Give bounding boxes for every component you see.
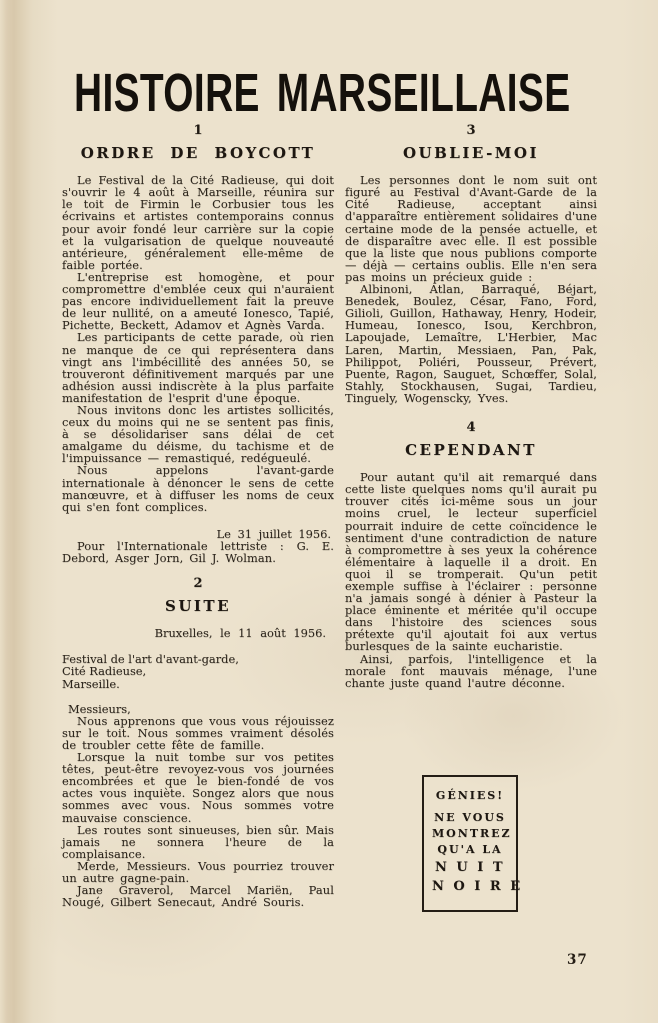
section-number: 4 [466,419,476,435]
letter-salutation: Messieurs, [68,701,131,716]
right-column [345,125,597,912]
section-number: 1 [193,123,203,138]
section-heading: CEPENDANT [405,441,537,460]
paragraph: Nous apprenons que vous vous réjouissez sur le toit. Nous sommes vraiment désolés de troubler cette fête de famille. [62,713,334,752]
signature-line: Pour l'Internationale lettriste : G. E. Debord, Asger Jorn, Gil J. Wolman. [62,538,334,565]
section-heading: ORDRE DE BOYCOTT [80,144,316,163]
section-suite [62,578,334,908]
paragraph: Pour autant qu'il ait remarqué dans cette liste quelques noms qu'il aurait pu trouver cités ici-même sous un jour moins cruel, le lecteur superficiel pourrait induire de cette coïncidence le sentiment d'une contradiction de nature à compromettre à ses yeux la cohérence élémentaire à laquelle il a droit. En quoi il se tromperait. Qu'un petit exemple suffise à l'éclairer : personne n'a jamais songé à dénier à Pasteur la place éminente et méritée qu'il occupe dans l'histoire des sciences sous prétexte qu'il ajoutait foi aux vertus burlesques de la sainte eucharistie. [345,470,597,654]
paragraph: Lorsque la nuit tombe sur vos petites têtes, peut-être revoyez-vous vos journées encombrées et que le bien-fondé de vos actes vous inquiète. Songez alors que nous sommes avec vous. Nous sommes votre mauvaise conscience. [62,750,334,825]
section-oublie-moi [345,125,597,404]
box-line: NE VOUS [434,810,506,824]
paragraph: L'entreprise est homogène, et pour compromettre d'emblée ceux qui n'auraient pas encore individuellement fait la preuve de leur nullité, on a ameuté Ionesco, Tapié, Pichette, Beckett, Adamov et Agnès Varda. [62,269,334,333]
date-line: Le 31 juillet 1956. [216,526,331,541]
section-heading: OUBLIE-MOI [402,144,539,163]
paragraph: Merde, Messieurs. Vous pourriez trouver un autre gagne-pain. [62,858,334,885]
signature-line: Jane Graverol, Marcel Mariën, Paul Nougé, Gilbert Senecaut, André Souris. [62,883,334,910]
letter-address-line: Festival de l'art d'avant-garde, [62,652,239,667]
section-ordre-de-boycott [62,125,334,564]
paragraph: Ainsi, parfois, l'intelligence et la morale font mauvais ménage, l'une chante juste quand l'autre déconne. [345,651,597,690]
page-title: HISTOIRE MARSEILLAISE [74,63,571,124]
paragraph: Nous appelons l'avant-garde internationale à dénoncer le sens de cette manœuvre, et à diffuser les noms de ceux qui s'en font complices. [62,463,334,514]
names-list-paragraph: Albinoni, Atlan, Barraqué, Béjart, Benedek, Boulez, César, Fano, Ford, Gilioli, Guillon, Hathaway, Henry, Hodeir, Humeau, Ionesco, Isou, Kerchbron, Lapoujade, Lemaître, L'Herbier, Mac Laren, Martin, Messiaen, Pan, Pak, Philippot, Poliéri, Pousseur, Prévert, Puente, Ragon, Sauguet, Schœffer, Solal, Stahly, Stockhausen, Sugai, Tardieu, Tinguely, Wogenscky, Yves. [345,282,597,405]
letter-dateline: Bruxelles, le 11 août 1956. [154,626,326,641]
letter-address-line: Cité Radieuse, [62,664,147,679]
paragraph: Nous invitons donc les artistes sollicités, ceux du moins qui ne se sentent pas finis, à se désolidariser sans délai de cet amalgame du déisme, du tachisme et de l'impuissance — remastiqué, redégueulé. [62,402,334,466]
page-number: 37 [567,952,588,968]
box-line: MONTREZ [432,826,512,840]
paragraph: Les routes sont sinueuses, bien sûr. Mais jamais ne sonnera l'heure de la complaisance. [62,822,334,861]
section-cependant [345,419,597,690]
left-column [62,125,334,908]
paragraph: Les participants de cette parade, où rien ne manque de ce qui représentera dans vingt ans l'imbécillité des années 50, se trouveront définitivement marqués par une adhésion aussi indiscrète à la plus parfaite manifestation de l'esprit d'une époque. [62,330,334,405]
paragraph: Les personnes dont le nom suit ont figuré au Festival d'Avant-Garde de la Cité Radieuse, acceptant ainsi d'apparaître entièrement solidaires d'une certaine mode de la pensée actuelle, et de disparaître avec elle. Il est possible que la liste que nous publions comporte — déjà — certains oublis. Elle n'en sera pas moins un précieux guide : [345,173,597,284]
section-number: 3 [466,123,476,138]
genies-quote-box [422,775,523,912]
section-heading: SUITE [164,597,232,616]
box-line: N O I R E [432,878,523,894]
box-line: QU'A LA [437,842,503,856]
box-line: N U I T [434,859,506,875]
paragraph: Le Festival de la Cité Radieuse, qui doit s'ouvrir le 4 août à Marseille, réunira sur le toit de Firmin le Corbusier tous les écrivains et artistes contemporains connus pour avoir fondé leur carrière sur la copie et la vulgarisation de quelque nouveauté antérieure, généralement elle-même de faible portée. [62,173,334,272]
box-line: GÉNIES! [435,788,505,802]
letter-address-line: Marseille. [62,676,120,691]
section-number: 2 [193,576,203,592]
